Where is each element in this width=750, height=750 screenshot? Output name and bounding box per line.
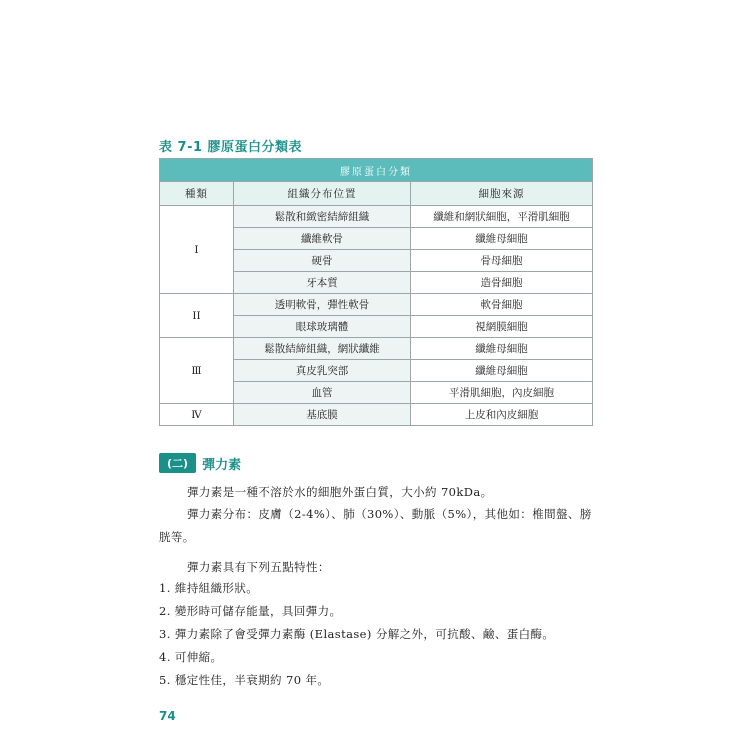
properties-list	[159, 577, 592, 692]
source-cell: 骨母細胞	[411, 250, 593, 272]
section-number-badge: (二)	[159, 453, 196, 473]
section-heading: 彈力素	[202, 457, 242, 473]
table-main-header: 膠原蛋白分類	[160, 159, 593, 182]
tissue-cell: 纖維軟骨	[234, 228, 411, 250]
table-title: 表 7-1 膠原蛋白分類表	[159, 140, 303, 155]
source-cell: 軟骨細胞	[411, 294, 593, 316]
paragraph-properties-intro: 彈力素具有下列五點特性：	[187, 560, 330, 574]
tissue-cell: 基底膜	[234, 404, 411, 426]
source-cell: 平滑肌細胞，內皮細胞	[411, 382, 593, 404]
tissue-cell: 牙本質	[234, 272, 411, 294]
list-item: 2. 變形時可儲存能量，具回彈力。	[159, 604, 342, 618]
type-cell: II	[160, 294, 234, 338]
tissue-cell: 真皮乳突部	[234, 360, 411, 382]
table-row	[160, 294, 593, 316]
source-cell: 纖維母細胞	[411, 228, 593, 250]
source-cell: 纖維母細胞	[411, 338, 593, 360]
tissue-cell: 血管	[234, 382, 411, 404]
list-item: 5. 穩定性佳，半衰期約 70 年。	[159, 673, 330, 687]
source-cell: 視網膜細胞	[411, 316, 593, 338]
type-cell: Ⅲ	[160, 338, 234, 404]
source-cell: 纖維和網狀細胞，平滑肌細胞	[411, 206, 593, 228]
table-row	[160, 404, 593, 426]
tissue-cell: 硬骨	[234, 250, 411, 272]
section-header	[159, 453, 241, 473]
source-cell: 造骨細胞	[411, 272, 593, 294]
tissue-cell: 透明軟骨，彈性軟骨	[234, 294, 411, 316]
paragraph-distribution: 彈力素分布：皮膚（2-4%）、肺（30%）、動脈（5%），其他如：椎間盤、膀胱等。	[159, 507, 592, 544]
collagen-classification-table	[159, 158, 593, 426]
column-header-type: 種類	[160, 182, 234, 206]
page-number: 74	[159, 709, 176, 723]
column-header-tissue: 組織分布位置	[234, 182, 411, 206]
tissue-cell: 眼球玻璃體	[234, 316, 411, 338]
table-row	[160, 338, 593, 360]
column-header-source: 細胞來源	[411, 182, 593, 206]
source-cell: 上皮和內皮細胞	[411, 404, 593, 426]
tissue-cell: 鬆散結締組織，網狀纖維	[234, 338, 411, 360]
type-cell: Ⅳ	[160, 404, 234, 426]
source-cell: 纖維母細胞	[411, 360, 593, 382]
list-item: 1. 維持組織形狀。	[159, 581, 259, 595]
paragraph-intro: 彈力素是一種不溶於水的細胞外蛋白質，大小約 70kDa。	[187, 485, 493, 499]
tissue-cell: 鬆散和緻密結締組織	[234, 206, 411, 228]
list-item: 3. 彈力素除了會受彈力素酶 (Elastase) 分解之外，可抗酸、鹼、蛋白酶。	[159, 627, 555, 641]
type-cell: I	[160, 206, 234, 294]
list-item: 4. 可伸縮。	[159, 650, 223, 664]
table-row	[160, 206, 593, 228]
